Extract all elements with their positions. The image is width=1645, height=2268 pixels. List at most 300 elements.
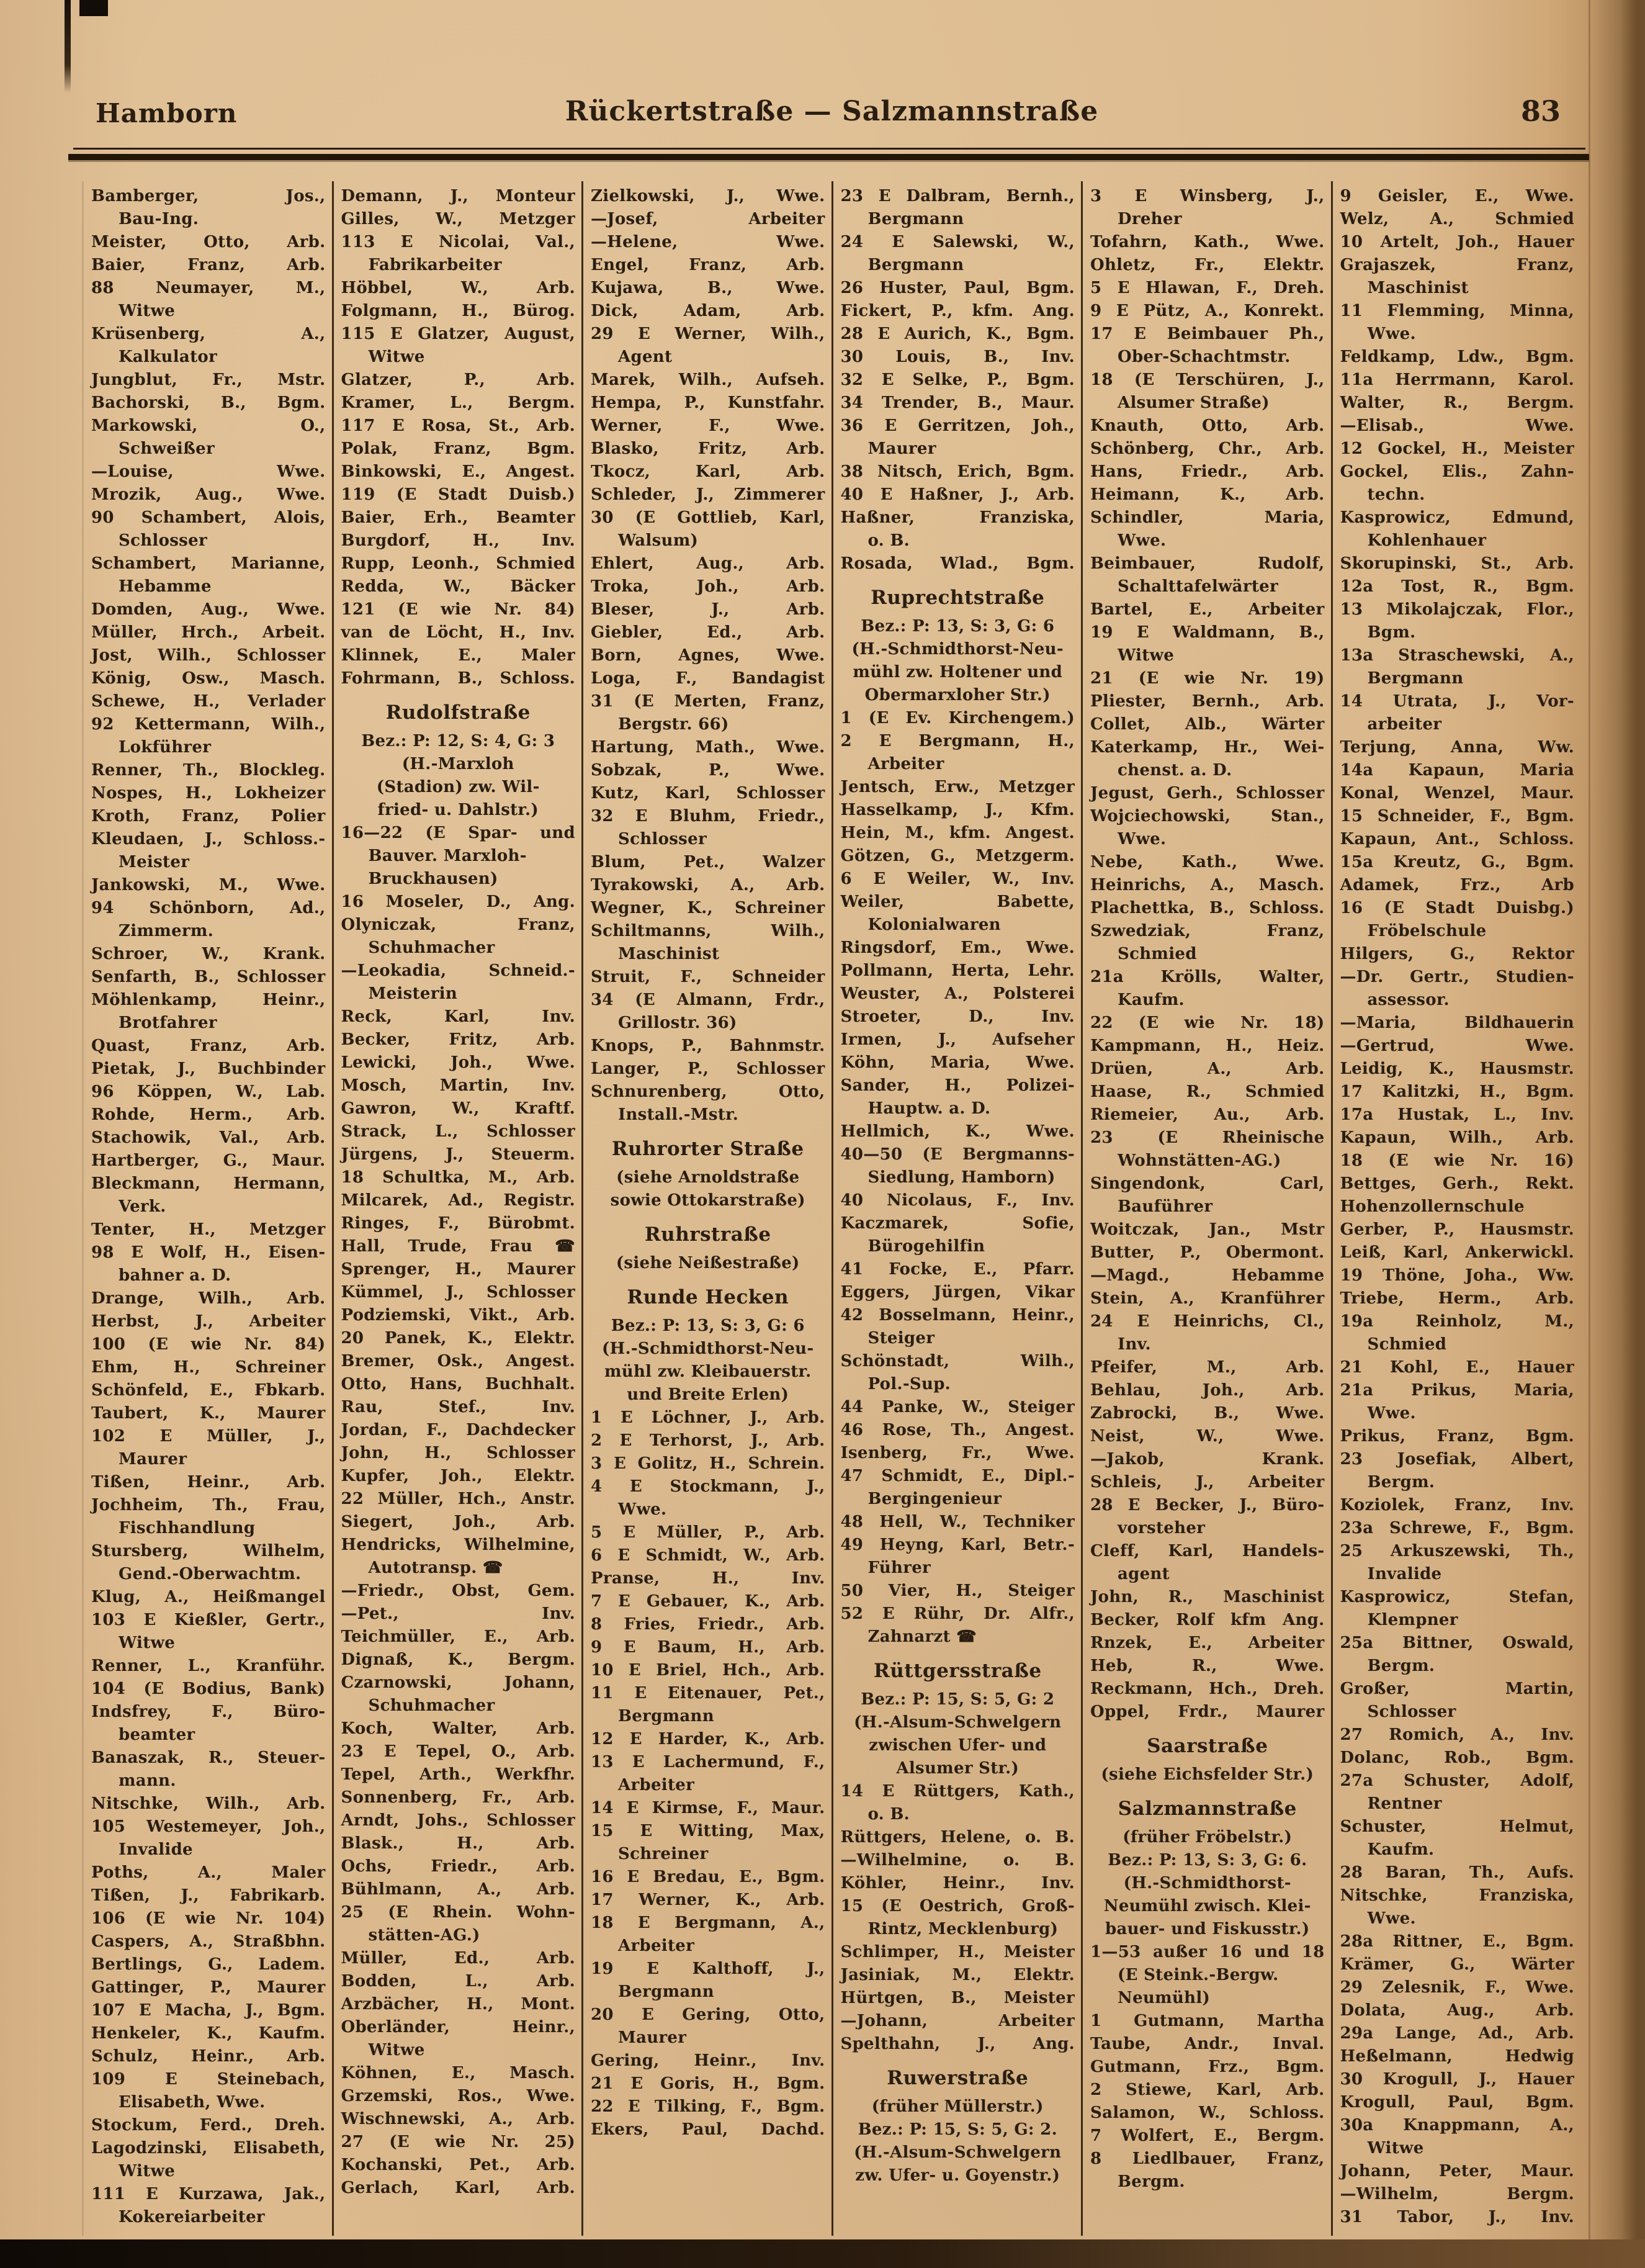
directory-line: 1 E Löchner, J., Arb. [591, 1408, 825, 1427]
directory-line: 46 Rose, Th., Angest. [840, 1421, 1075, 1439]
directory-line: Fischhandlung [119, 1519, 256, 1537]
directory-line: Nitschke, Franziska, [1340, 1886, 1574, 1905]
directory-line: 21a Krölls, Walter, [1090, 968, 1325, 986]
directory-line: Katerkamp, Hr., Wei- [1090, 738, 1325, 757]
directory-line: König, Osw., Masch. [91, 669, 326, 688]
directory-line: 7 E Gebauer, K., Arb. [591, 1592, 825, 1611]
directory-line: 22 E Tilking, F., Bgm. [591, 2097, 825, 2116]
directory-line: Becker, Rolf kfm Ang. [1090, 1611, 1325, 1629]
directory-line: Ringes, F., Bürobmt. [341, 1214, 575, 1233]
directory-line: 40 E Haßner, J., Arb. [840, 485, 1075, 504]
directory-line: 111 E Kurzawa, Jak., [91, 2185, 326, 2203]
directory-line: Czarnowski, Johann, [341, 1673, 575, 1692]
directory-line: Caspers, A., Straßbhn. [91, 1932, 326, 1951]
directory-line: 20 Panek, K., Elektr. [341, 1329, 575, 1348]
directory-line: 23 Josefiak, Albert, [1340, 1450, 1574, 1469]
directory-line: Lagodzinski, Elisabeth, [91, 2139, 326, 2158]
directory-line: 94 Schönborn, Ad., [91, 899, 326, 917]
directory-line: Müller, Hrch., Arbeit. [91, 623, 326, 642]
directory-line: 24 E Heinrichs, Cl., [1090, 1312, 1325, 1331]
directory-line: Becker, Fritz, Arb. [341, 1030, 575, 1049]
directory-line: (E Steink.-Bergw. [1118, 1966, 1279, 1984]
directory-line: Dolata, Aug., Arb. [1340, 2001, 1574, 2020]
directory-line: Lokführer [119, 738, 212, 757]
directory-line: Brotfahrer [119, 1014, 217, 1032]
directory-line: Spelthahn, J., Ang. [840, 2035, 1075, 2053]
directory-line: Krogull, Paul, Bgm. [1340, 2093, 1574, 2112]
street-note-line: (siehe Arnoldstraße [616, 1168, 800, 1187]
directory-line: —Magd., Hebamme [1090, 1266, 1325, 1285]
directory-line: Nitschke, Wilh., Arb. [91, 1794, 326, 1813]
directory-line: 17 E Beimbauer Ph., [1090, 325, 1325, 343]
directory-line: Zimmerm. [119, 922, 214, 940]
street-note-line: (siehe Eichsfelder Str.) [1101, 1765, 1314, 1784]
directory-line: Bruckhausen) [368, 870, 498, 888]
directory-line: Jochheim, Th., Frau, [91, 1496, 326, 1514]
book-gutter-shadow [65, 0, 71, 93]
directory-line: Inv. [1118, 1335, 1151, 1354]
street-note-line: (H.-Alsum-Schwelgern [854, 1713, 1062, 1732]
directory-line: Hauptw. a. D. [867, 1099, 991, 1118]
directory-line: 50 Vier, H., Steiger [840, 1582, 1075, 1600]
header-place: Hamborn [96, 98, 238, 128]
directory-line: 30a Knappmann, A., [1340, 2116, 1574, 2135]
directory-line: mann. [119, 1771, 176, 1790]
directory-line: Kapaun, Wilh., Arb. [1340, 1128, 1574, 1147]
directory-line: Walsum) [618, 531, 699, 550]
directory-line: Hall, Trude, Frau ☎ [341, 1237, 575, 1256]
street-heading: Ruwerstraße [887, 2067, 1029, 2089]
directory-line: Höbbel, W., Arb. [341, 279, 575, 297]
directory-line: Ober-Schachtmstr. [1118, 348, 1291, 366]
directory-line: Kohlenhauer [1367, 531, 1487, 550]
directory-line: Kochanski, Pet., Arb. [341, 2156, 575, 2174]
directory-line: 18 (E Terschüren, J., [1090, 371, 1325, 389]
directory-line: Sander, H., Polizei- [840, 1076, 1075, 1095]
directory-line: Kaczmarek, Sofie, [840, 1214, 1075, 1233]
directory-line: 29 Zelesnik, F., Wwe. [1340, 1978, 1574, 1997]
directory-line: 15 E Witting, Max, [591, 1822, 825, 1840]
street-note-line: mühl zw. Holtener und [853, 663, 1063, 682]
street-note-line: Alsumer Str.) [896, 1759, 1020, 1778]
directory-line: Werner, F., Wwe. [591, 416, 825, 435]
directory-line: 31 Tabor, J., Inv. [1340, 2208, 1574, 2226]
directory-line: Großer, Martin, [1340, 1680, 1574, 1698]
directory-line: Heßelmann, Hedwig [1340, 2047, 1574, 2066]
directory-line: 36 E Gerritzen, Joh., [840, 416, 1075, 435]
directory-line: 16 E Bredau, E., Bgm. [591, 1868, 825, 1886]
directory-line: Born, Agnes, Wwe. [591, 646, 825, 665]
directory-line: Riemeier, Au., Arb. [1090, 1105, 1325, 1124]
directory-line: Schlimper, H., Meister [840, 1943, 1075, 1961]
directory-line: Knauth, Otto, Arb. [1090, 416, 1325, 435]
directory-line: Isenberg, Fr., Wwe. [840, 1444, 1075, 1462]
directory-line: Kasprowicz, Stefan, [1340, 1588, 1574, 1606]
directory-line: 98 E Wolf, H., Eisen- [91, 1243, 326, 1262]
directory-line: 106 (E wie Nr. 104) [91, 1909, 326, 1928]
directory-line: Schnurenberg, Otto, [591, 1082, 825, 1101]
directory-line: 21 E Goris, H., Bgm. [591, 2074, 825, 2093]
street-note-line: (früher Fröbelstr.) [1123, 1828, 1293, 1847]
directory-line: 12a Tost, R., Bgm. [1340, 577, 1574, 596]
directory-line: —Wilhelm, Bergm. [1340, 2185, 1574, 2203]
directory-line: Wwe. [1118, 830, 1167, 848]
directory-line: Witwe [368, 2041, 425, 2059]
directory-line: Rupp, Leonh., Schmied [341, 554, 575, 573]
directory-line: Bergingenieur [867, 1490, 1002, 1508]
directory-line: Eggers, Jürgen, Vikar [840, 1283, 1075, 1302]
directory-line: Schweißer [119, 439, 215, 458]
directory-line: Szwedziak, Franz, [1090, 922, 1325, 940]
directory-line: assessor. [1367, 991, 1450, 1009]
street-note-line: Bez.: P: 15, S: 5, G: 2 [861, 1690, 1055, 1709]
street-heading: Runde Hecken [627, 1286, 789, 1308]
directory-line: 1—53 außer 16 und 18 [1090, 1943, 1325, 1961]
directory-line: 109 E Steinebach, [91, 2070, 326, 2089]
directory-line: Siedlung, Hamborn) [867, 1168, 1056, 1187]
directory-line: Drüen, A., Arb. [1090, 1060, 1325, 1078]
directory-line: Meisterin [368, 984, 458, 1003]
directory-line: Witwe [368, 348, 425, 366]
directory-line: Bergm. [1367, 1473, 1435, 1492]
directory-line: Hans, Friedr., Arb. [1090, 462, 1325, 481]
directory-line: 34 Trender, B., Maur. [840, 394, 1075, 412]
directory-line: Gattinger, P., Maurer [91, 1978, 326, 1997]
directory-column-2 [332, 181, 582, 2236]
directory-line: Nebe, Kath., Wwe. [1090, 853, 1325, 871]
directory-line: Strack, L., Schlosser [341, 1122, 575, 1141]
directory-column-5 [1081, 181, 1331, 2236]
directory-line: Steiger [867, 1329, 935, 1348]
directory-line: 2 E Terhorst, J., Arb. [591, 1431, 825, 1450]
directory-line: Jankowski, M., Wwe. [91, 876, 326, 894]
directory-line: Gutmann, Frz., Bgm. [1090, 2058, 1325, 2076]
directory-line: Poths, A., Maler [91, 1863, 326, 1882]
directory-line: Langer, P., Schlosser [591, 1060, 825, 1078]
directory-line: Dignaß, K., Bergm. [341, 1650, 575, 1669]
directory-line: Prikus, Franz, Bgm. [1340, 1427, 1574, 1446]
directory-line: Bachorski, B., Bgm. [91, 394, 326, 412]
directory-line: Witwe [119, 1634, 176, 1652]
directory-line: 9 E Pütz, A., Konrekt. [1090, 302, 1325, 320]
directory-line: 107 E Macha, J., Bgm. [91, 2001, 326, 2020]
directory-line: Kolonialwaren [867, 916, 1001, 934]
directory-line: Jasiniak, M., Elektr. [840, 1966, 1075, 1984]
directory-line: Drange, Wilh., Arb. [91, 1289, 326, 1308]
directory-line: Stursberg, Wilhelm, [91, 1542, 326, 1560]
directory-line: Heinrichs, A., Masch. [1090, 876, 1325, 894]
street-heading: Salzmannstraße [1118, 1798, 1297, 1820]
directory-line: 15a Kreutz, G., Bgm. [1340, 853, 1574, 871]
directory-columns [82, 181, 1580, 2236]
directory-line: Kampmann, H., Heiz. [1090, 1037, 1325, 1055]
directory-line: 15 (E Oestrich, Groß- [840, 1897, 1075, 1915]
directory-line: Nospes, H., Lokheizer [91, 784, 326, 803]
directory-line: Hempa, P., Kunstfahr. [591, 394, 825, 412]
header-street-range: Rückertstraße — Salzmannstraße [565, 96, 1099, 127]
directory-line: Oppel, Frdr., Maurer [1090, 1703, 1325, 1721]
directory-line: Wwe. [1118, 531, 1167, 550]
directory-line: Singendonk, Carl, [1090, 1174, 1325, 1193]
directory-line: Kümmel, J., Schlosser [341, 1283, 575, 1302]
directory-line: Rintz, Mecklenburg) [867, 1920, 1059, 1938]
directory-line: 29 E Werner, Wilh., [591, 325, 825, 343]
directory-line: Ehlert, Aug., Arb. [591, 554, 825, 573]
directory-line: 9 Geisler, E., Wwe. [1340, 187, 1574, 205]
directory-line: 22 (E wie Nr. 18) [1090, 1014, 1325, 1032]
directory-column-6 [1331, 181, 1581, 2236]
directory-line: Arbeiter [867, 755, 944, 773]
street-note-line: (früher Müllerstr.) [871, 2097, 1044, 2116]
directory-line: Dreher [1118, 210, 1182, 228]
directory-line: Stroeter, D., Inv. [840, 1007, 1075, 1026]
directory-line: 8 Liedlbauer, Franz, [1090, 2149, 1325, 2168]
directory-line: Bühlmann, A., Arb. [341, 1880, 575, 1899]
directory-line: 90 Schambert, Alois, [91, 508, 326, 527]
directory-line: Arbeiter [618, 1937, 695, 1955]
directory-line: Knops, P., Bahnmstr. [591, 1037, 825, 1055]
directory-line: Wwe. [1367, 1404, 1416, 1423]
directory-line: Teichmüller, E., Arb. [341, 1627, 575, 1646]
directory-line: Taubert, K., Maurer [91, 1404, 326, 1423]
directory-line: 10 E Briel, Hch., Arb. [591, 1661, 825, 1680]
directory-line: Senfarth, B., Schlosser [91, 968, 326, 986]
directory-line: Maurer [119, 1450, 187, 1469]
directory-line: van de Löcht, H., Inv. [341, 623, 575, 642]
street-note-line: und Breite Erlen) [627, 1385, 789, 1404]
street-note-line: bauer- und Fiskusstr.) [1105, 1920, 1310, 1938]
directory-line: Maurer [618, 2028, 687, 2047]
directory-line: Gockel, Elis., Zahn- [1340, 462, 1574, 481]
directory-line: Kleudaen, J., Schloss.- [91, 830, 326, 848]
street-note-line: (siehe Neißestraße) [616, 1254, 800, 1272]
directory-line: Heb, R., Wwe. [1090, 1657, 1325, 1675]
directory-line: 15 Schneider, F., Bgm. [1340, 807, 1574, 826]
directory-line: Bremer, Osk., Angest. [341, 1352, 575, 1370]
directory-line: Marek, Wilh., Aufseh. [591, 371, 825, 389]
scan-corner-artifact [79, 0, 108, 16]
directory-line: Hohenzollernschule [1340, 1197, 1525, 1216]
directory-line: 19 E Waldmann, B., [1090, 623, 1325, 642]
directory-line: 9 E Baum, H., Arb. [591, 1638, 825, 1657]
street-note-line: (Stadion) zw. Wil- [376, 778, 540, 796]
directory-line: 25 (E Rhein. Wohn- [341, 1903, 575, 1922]
directory-line: Witwe [1367, 2139, 1424, 2158]
directory-line: Schönstadt, Wilh., [840, 1352, 1075, 1370]
directory-line: Schuster, Helmut, [1340, 1817, 1574, 1836]
directory-line: Zabrocki, B., Wwe. [1090, 1404, 1325, 1423]
directory-line: 103 E Kießler, Gertr., [91, 1611, 326, 1629]
directory-line: —Pet., Inv. [341, 1604, 575, 1623]
directory-line: Autotransp. ☎ [368, 1559, 503, 1577]
directory-line: 12 Gockel, H., Meister [1340, 439, 1574, 458]
directory-line: 19 Thöne, Joha., Ww. [1340, 1266, 1574, 1285]
directory-line: Markowski, O., [91, 416, 326, 435]
directory-line: Koch, Walter, Arb. [341, 1719, 575, 1738]
directory-line: Witwe [1118, 646, 1175, 665]
directory-line: Stein, A., Kranführer [1090, 1289, 1325, 1308]
directory-line: Hartung, Math., Wwe. [591, 738, 825, 757]
street-heading: Saarstraße [1147, 1735, 1268, 1757]
directory-line: —Dr. Gertr., Studien- [1340, 968, 1574, 986]
directory-line: Verk. [119, 1197, 166, 1216]
directory-line: 38 Nitsch, Erich, Bgm. [840, 462, 1075, 481]
directory-line: Hellmich, K., Wwe. [840, 1122, 1075, 1141]
directory-line: Hürtgen, B., Meister [840, 1989, 1075, 2007]
street-heading: Rüttgersstraße [873, 1660, 1042, 1682]
directory-line: Tißen, J., Fabrikarb. [91, 1886, 326, 1905]
directory-line: Haase, R., Schmied [1090, 1082, 1325, 1101]
directory-line: Arbeiter [618, 1776, 695, 1794]
directory-line: Tkocz, Karl, Arb. [591, 462, 825, 481]
directory-line: bahner a. D. [119, 1266, 231, 1285]
directory-line: 28 E Becker, J., Büro- [1090, 1496, 1325, 1514]
directory-line: Adamek, Frz., Arb [1340, 876, 1574, 894]
directory-line: Engel, Franz, Arb. [591, 256, 825, 274]
directory-line: Leidig, K., Hausmstr. [1340, 1060, 1574, 1078]
directory-line: 34 (E Almann, Frdr., [591, 991, 825, 1009]
directory-line: 19 E Kalthoff, J., [591, 1960, 825, 1978]
directory-line: Schiltmanns, Wilh., [591, 922, 825, 940]
directory-line: Grillostr. 36) [618, 1014, 737, 1032]
directory-line: Oberländer, Heinr., [341, 2018, 575, 2036]
directory-line: Bgm. [1367, 623, 1416, 642]
directory-line: Loga, F., Bandagist [591, 669, 825, 688]
directory-line: Gawron, W., Kraftf. [341, 1099, 575, 1118]
directory-line: Collet, Alb., Wärter [1090, 715, 1325, 734]
directory-line: 26 Huster, Paul, Bgm. [840, 279, 1075, 297]
directory-line: 14 E Rüttgers, Kath., [840, 1782, 1075, 1801]
directory-line: 47 Schmidt, E., Dipl.- [840, 1467, 1075, 1485]
directory-line: Gerber, P., Hausmstr. [1340, 1220, 1574, 1239]
directory-line: Gend.-Oberwachtm. [119, 1565, 302, 1583]
directory-line: Baier, Franz, Arb. [91, 256, 326, 274]
directory-line: Bergm. [1118, 2172, 1185, 2191]
directory-line: Kramer, L., Bergm. [341, 394, 575, 412]
directory-line: Wojciechowski, Stan., [1090, 807, 1325, 826]
directory-line: Stachowik, Val., Arb. [91, 1128, 326, 1147]
directory-line: Rosada, Wlad., Bgm. [840, 554, 1075, 573]
page-number: 83 [1520, 94, 1561, 128]
directory-line: Kaufm. [1367, 1840, 1435, 1859]
directory-line: 23 E Tepel, O., Arb. [341, 1742, 575, 1761]
street-heading: Ruhrstraße [644, 1223, 771, 1246]
directory-line: Podziemski, Vikt., Arb. [341, 1306, 575, 1325]
directory-line: —Wilhelmine, o. B. [840, 1851, 1075, 1870]
directory-line: —Friedr., Obst, Gem. [341, 1582, 575, 1600]
directory-line: Kalkulator [119, 348, 218, 366]
directory-line: Schleis, J., Arbeiter [1090, 1473, 1325, 1492]
directory-line: Wwe. [1367, 1909, 1416, 1928]
directory-line: 32 E Selke, P., Bgm. [840, 371, 1075, 389]
directory-line: Siegert, Joh., Arb. [341, 1513, 575, 1531]
directory-line: Klug, A., Heißmangel [91, 1588, 326, 1606]
directory-line: Tofahrn, Kath., Wwe. [1090, 233, 1325, 251]
directory-line: Ekers, Paul, Dachd. [591, 2120, 825, 2139]
directory-line: Demann, J., Monteur [341, 187, 575, 205]
directory-line: Schroer, W., Krank. [91, 945, 326, 963]
directory-line: Beimbauer, Rudolf, [1090, 554, 1325, 573]
directory-line: Lewicki, Joh., Wwe. [341, 1053, 575, 1072]
directory-line: 23a Schrewe, F., Bgm. [1340, 1519, 1574, 1537]
directory-line: Krüsenberg, A., [91, 325, 326, 343]
directory-line: 14a Kapaun, Maria [1340, 761, 1574, 780]
directory-line: Invalide [1367, 1565, 1442, 1583]
directory-line: Alsumer Straße) [1118, 394, 1270, 412]
directory-line: Rentner [1367, 1794, 1442, 1813]
directory-line: Fickert, P., kfm. Ang. [840, 302, 1075, 320]
directory-line: beamter [119, 1726, 195, 1744]
directory-line: Tepel, Arth., Werkfhr. [341, 1765, 575, 1784]
directory-line: Renner, L., Kranführ. [91, 1657, 326, 1675]
directory-line: Ochs, Friedr., Arb. [341, 1857, 575, 1876]
directory-line: Hilgers, G., Rektor [1340, 945, 1574, 963]
street-note-line: zwischen Ufer- und [869, 1736, 1047, 1755]
directory-line: Köhnen, E., Masch. [341, 2064, 575, 2082]
directory-line: Dolanc, Rob., Bgm. [1340, 1748, 1574, 1767]
directory-line: Blasko, Fritz, Arb. [591, 439, 825, 458]
directory-line: 42 Bosselmann, Heinr., [840, 1306, 1075, 1325]
directory-column-3 [581, 181, 831, 2236]
directory-line: Meister, Otto, Arb. [91, 233, 326, 251]
directory-line: Cleff, Karl, Handels- [1090, 1542, 1325, 1560]
directory-line: Jungblut, Fr., Mstr. [91, 371, 326, 389]
book-bottom-edge [0, 2239, 1645, 2268]
directory-line: Henkeler, K., Kaufm. [91, 2024, 326, 2043]
directory-line: 16 (E Stadt Duisbg.) [1340, 899, 1574, 917]
directory-line: Salamon, W., Schloss. [1090, 2104, 1325, 2122]
directory-line: Taube, Andr., Inval. [1090, 2035, 1325, 2053]
directory-line: Jegust, Gerh., Schlosser [1090, 784, 1325, 803]
directory-line: 28 Baran, Th., Aufs. [1340, 1863, 1574, 1882]
directory-line: Sprenger, H., Maurer [341, 1260, 575, 1279]
directory-line: Bergm. [1367, 1657, 1435, 1675]
directory-line: 14 E Kirmse, F., Maur. [591, 1799, 825, 1817]
header-rule-thick [68, 154, 1589, 160]
directory-line: Milcarek, Ad., Registr. [341, 1191, 575, 1210]
directory-line: 13 Mikolajczak, Flor., [1340, 600, 1574, 619]
directory-line: chenst. a. D. [1118, 761, 1232, 780]
directory-line: 27 Romich, A., Inv. [1340, 1726, 1574, 1744]
directory-line: Arndt, Johs., Schlosser [341, 1811, 575, 1830]
directory-line: 18 (E wie Nr. 16) [1340, 1151, 1574, 1170]
directory-line: Möhlenkamp, Heinr., [91, 991, 326, 1009]
directory-line: 24 E Salewski, W., [840, 233, 1075, 251]
directory-line: Fabrikarbeiter [368, 256, 502, 274]
directory-line: Bergmann [867, 210, 964, 228]
directory-line: Bergmann [867, 256, 964, 274]
directory-line: Götzen, G., Metzgerm. [840, 847, 1075, 865]
directory-line: Kapaun, Ant., Schloss. [1340, 830, 1574, 848]
directory-line: Sonnenberg, Fr., Arb. [341, 1788, 575, 1807]
directory-line: Witwe [119, 2162, 176, 2180]
directory-line: Bergmann [1367, 669, 1464, 688]
directory-line: Bettges, Gerh., Rekt. [1340, 1174, 1574, 1193]
directory-line: 121 (E wie Nr. 84) [341, 600, 575, 619]
directory-line: —Helene, Wwe. [591, 233, 825, 251]
directory-line: Köhn, Maria, Wwe. [840, 1053, 1075, 1072]
directory-line: 21 Kohl, E., Hauer [1340, 1358, 1574, 1377]
directory-line: 21a Prikus, Maria, [1340, 1381, 1574, 1400]
directory-line: Bleser, J., Arb. [591, 600, 825, 619]
directory-line: Herbst, J., Arbeiter [91, 1312, 326, 1331]
directory-line: Skorupinski, St., Arb. [1340, 554, 1574, 573]
directory-line: 16—22 (E Spar- und [341, 824, 575, 842]
directory-line: Heimann, K., Arb. [1090, 485, 1325, 504]
street-note-line: Bez.: P: 13, S: 3, G: 6 [861, 617, 1055, 636]
directory-line: Bergmann [618, 1982, 714, 2001]
directory-line: Koziolek, Franz, Inv. [1340, 1496, 1574, 1514]
